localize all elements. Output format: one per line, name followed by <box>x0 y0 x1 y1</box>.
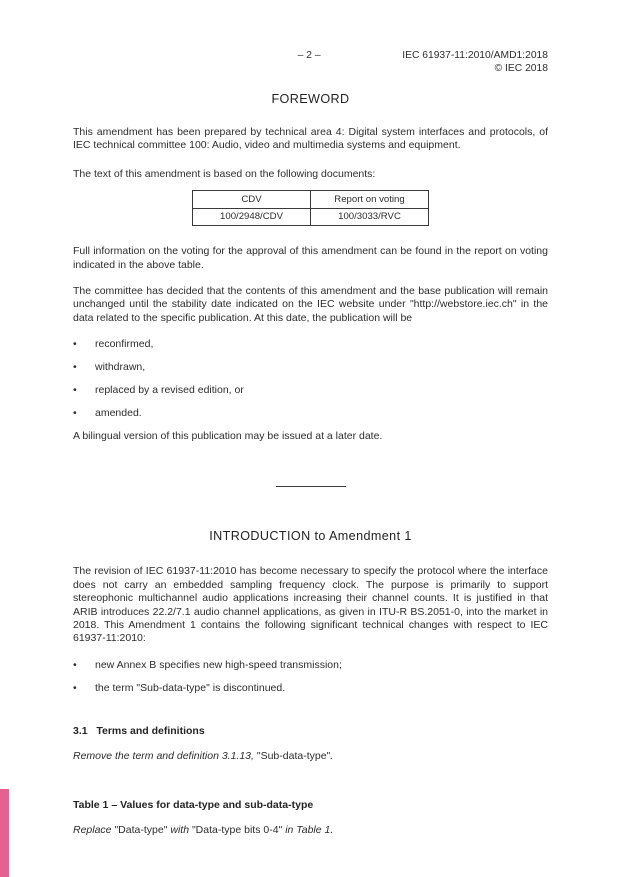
table-data-row <box>193 208 429 226</box>
terms-definitions-heading: 3.1 Terms and definitions <box>73 725 205 738</box>
table1-replace-instruction <box>73 824 548 837</box>
foreword-title: FOREWORD <box>271 92 350 106</box>
foreword-paragraph-1: This amendment has been prepared by technical area 4: Digital system interfaces and protocols, of IEC technical committee 100: Audio, video and multimedia systems and equipment. <box>73 126 548 152</box>
instruction-text: in Table 1. <box>282 824 334 837</box>
bullet-marker: • <box>73 658 77 671</box>
list-item <box>73 384 548 397</box>
instruction-text: Replace <box>73 824 115 837</box>
foreword-paragraph-4: The committee has decided that the contents of this amendment and the base publication will remain unchanged until the stability date indicated on the IEC website under "http://webstore.iec.ch" in the data related to the specific publication. At this date, the publication will be <box>73 285 548 324</box>
document-reference: IEC 61937-11:2010/AMD1:2018 <box>402 50 548 61</box>
introduction-title: INTRODUCTION to Amendment 1 <box>209 529 412 544</box>
table-header-report: Report on voting <box>311 191 429 209</box>
copyright-notice: © IEC 2018 <box>494 63 548 74</box>
page-number: – 2 – <box>297 50 321 61</box>
list-item-text: amended. <box>95 406 142 419</box>
list-item-text: replaced by a revised edition, or <box>95 384 244 397</box>
list-item <box>73 659 548 672</box>
list-item <box>73 682 548 695</box>
foreword-paragraph-5: A bilingual version of this publication may be issued at a later date. <box>73 429 383 442</box>
quoted-term: "Sub-data-type" <box>256 750 331 763</box>
list-item <box>73 407 548 420</box>
instruction-text: . <box>330 750 334 763</box>
bullet-marker: • <box>73 361 77 374</box>
table-cell-report: 100/3033/RVC <box>311 208 429 226</box>
table1-heading: Table 1 – Values for data-type and sub-data-type <box>73 799 314 812</box>
section-divider <box>276 486 346 487</box>
quoted-term: "Data-type" <box>114 824 168 837</box>
voting-documents-table <box>192 190 429 226</box>
watermark-bar <box>0 789 9 877</box>
terms-remove-instruction <box>73 750 548 763</box>
table-header-row <box>193 191 429 209</box>
page-header <box>73 50 548 76</box>
foreword-paragraph-2: The text of this amendment is based on the following documents: <box>73 167 376 180</box>
bullet-marker: • <box>73 406 77 419</box>
foreword-paragraph-3: Full information on the voting for the approval of this amendment can be found in the report on voting indicated in the above table. <box>73 245 548 271</box>
publication-status-list <box>73 338 548 420</box>
bullet-marker: • <box>73 338 77 351</box>
table-header-cdv: CDV <box>193 191 311 209</box>
instruction-text: Remove the term and definition 3.1.13, <box>73 750 257 763</box>
technical-changes-list <box>73 659 548 695</box>
list-item-text: reconfirmed, <box>95 338 154 351</box>
table-cell-cdv: 100/2948/CDV <box>193 208 311 226</box>
quoted-term: "Data-type bits 0-4" <box>191 824 283 837</box>
list-item <box>73 338 548 351</box>
list-item-text: new Annex B specifies new high-speed transmission; <box>95 658 342 671</box>
list-item <box>73 361 548 374</box>
instruction-text: with <box>167 824 192 837</box>
list-item-text: withdrawn, <box>95 361 146 374</box>
list-item-text: the term "Sub-data-type" is discontinued. <box>95 681 286 694</box>
introduction-paragraph-1: The revision of IEC 61937-11:2010 has become necessary to specify the protocol where the interface does not carry an embedded sampling frequency clock. The purpose is primarily to support stereophonic multichannel audio applications increasing their channel counts. It is justified in that ARIB introduces 22.2/7.1 audio channel applications, as given in ITU-R BS.2051-0, into the market in 2018. This Amendment 1 contains the following significant technical changes with respect to IEC 61937-11:2010: <box>73 565 548 645</box>
bullet-marker: • <box>73 681 77 694</box>
bullet-marker: • <box>73 384 77 397</box>
